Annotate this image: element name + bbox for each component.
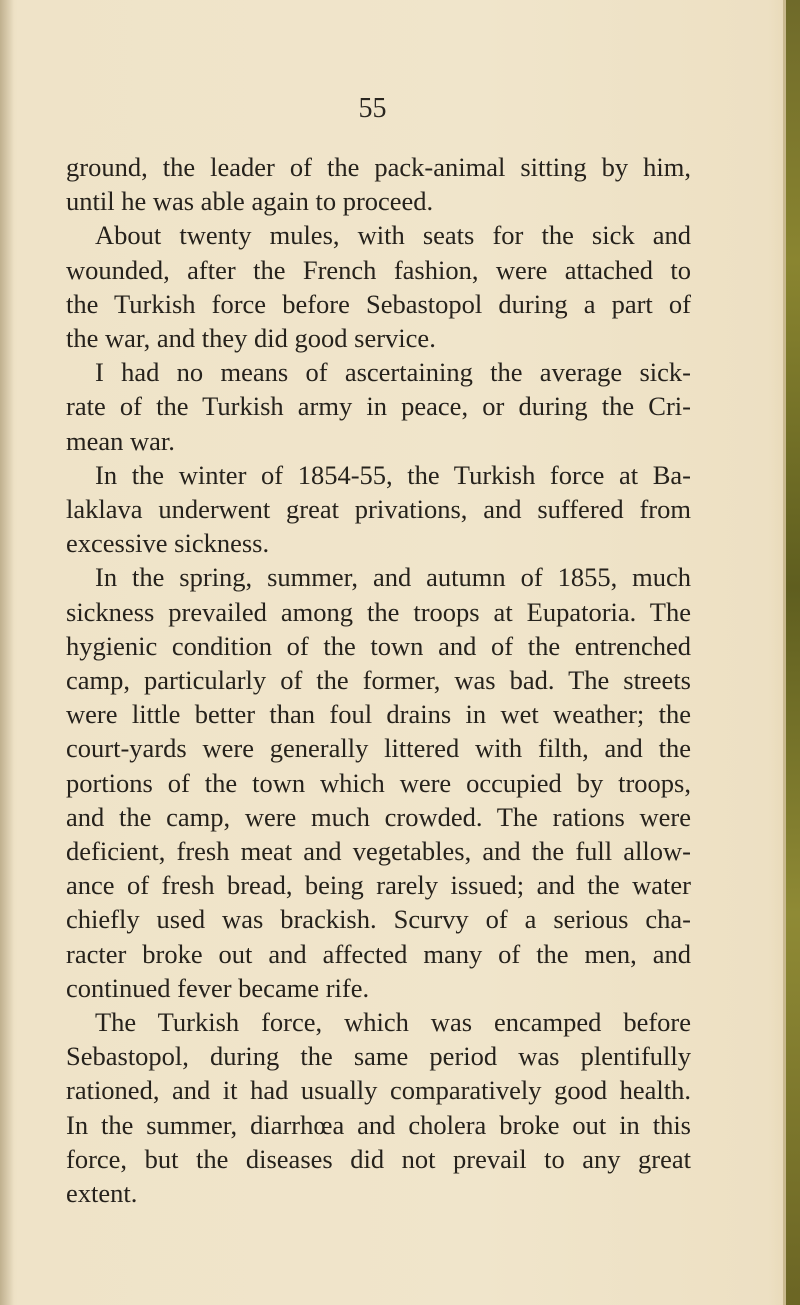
text-line: deficient, fresh meat and vegetables, and the full allow- [66,836,691,867]
text-line: the war, and they did good service. [66,323,436,354]
text-line: In the winter of 1854-55, the Turkish force at Ba- [95,459,691,490]
text-line: The Turkish force, which was encamped before [95,1007,691,1038]
text-line: chiefly used was brackish. Scurvy of a serious cha- [66,904,691,935]
text-line: rationed, and it had usually comparatively good health. [66,1075,691,1106]
text-line: sickness prevailed among the troops at Eupatoria. The [66,596,691,627]
text-line: and the camp, were much crowded. The rations were [66,801,691,832]
text-line: About twenty mules, with seats for the sick and [95,220,691,251]
text-line: mean war. [66,425,175,456]
text-line: ground, the leader of the pack-animal sitting by him, [66,152,691,182]
text-line: rate of the Turkish army in peace, or during the Cri- [66,391,691,422]
text-line: excessive sickness. [66,528,270,559]
text-line: were little better than foul drains in wet weather; the [66,699,691,730]
page-number: 55 [358,93,387,124]
text-line: racter broke out and affected many of the men, and [66,938,691,969]
text-line: camp, particularly of the former, was bad. The streets [66,665,691,696]
text-line: laklava underwent great privations, and suffered from [66,494,691,525]
text-line: In the spring, summer, and autumn of 1855, much [95,562,691,593]
text-line: ance of fresh bread, being rarely issued; and the water [66,870,691,901]
text-line: hygienic condition of the town and of the entrenched [66,630,691,661]
page-left-shadow [0,0,14,1305]
text-line: the Turkish force before Sebastopol during a part of [66,288,691,319]
text-line: extent. [66,1178,138,1209]
text-line: In the summer, diarrhœa and cholera broke out in this [66,1109,691,1140]
text-line: court-yards were generally littered with filth, and the [66,733,691,764]
text-line: until he was able again to proceed. [66,186,434,217]
text-line: continued fever became rife. [66,972,370,1003]
text-line: force, but the diseases did not prevail to any great [66,1143,691,1174]
book-binding [786,0,800,1305]
text-line: wounded, after the French fashion, were attached to [66,254,691,285]
text-line: portions of the town which were occupied by troops, [66,767,691,798]
text-line: I had no means of ascertaining the average sick- [95,357,691,388]
body-text [66,150,691,1210]
text-line: Sebastopol, during the same period was plentifully [66,1041,691,1072]
